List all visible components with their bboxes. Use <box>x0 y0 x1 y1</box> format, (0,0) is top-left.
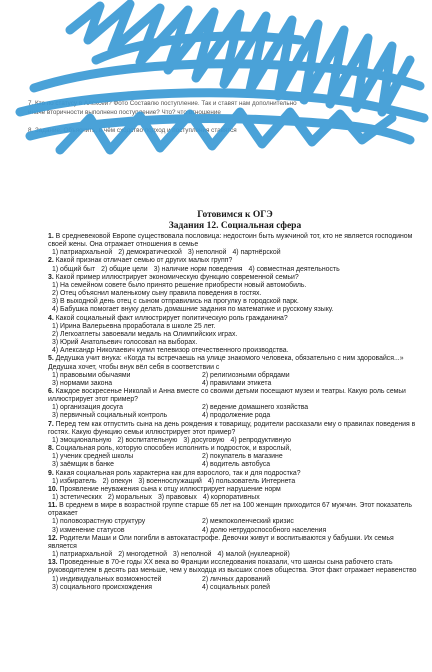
answer-option: 3) досуговую <box>183 436 225 444</box>
answer-option: 2) Отец объяснил маленькому сыну правила поведения в гостях. <box>52 290 262 298</box>
answer-option: 1) правовыми обычаями <box>52 371 131 379</box>
question-text: В среднем в мире в возрастной группе старше 65 лет на 100 женщин приходится 67 мужчин. Этот показатель отражает <box>48 502 412 518</box>
question-text: Какой пример иллюстрирует экономическую функцию современной семьи? <box>55 273 299 281</box>
question-8 <box>48 445 422 453</box>
answer-option: 3) первичный социальный контроль <box>52 412 168 420</box>
answer-option: 1) половозрастную структуру <box>52 518 146 526</box>
question-text: Какой социальный факт иллюстрирует политическую роль гражданина? <box>55 314 288 322</box>
question-text: Проявление неуважения сына к отцу иллюстрирует нарушение норм <box>59 485 281 493</box>
answer-option: 2) моральных <box>107 494 152 501</box>
answer-option: 3) социального происхождения <box>52 583 153 591</box>
question-list <box>48 233 422 592</box>
answer-options <box>48 453 422 469</box>
answer-options <box>48 494 422 502</box>
answer-option: 2) опекун <box>102 477 133 485</box>
answer-option: 3) неполной <box>187 249 227 257</box>
question-2 <box>48 257 422 265</box>
answer-option: 2) личных дарований <box>202 575 271 583</box>
worksheet <box>48 210 422 592</box>
answer-option: 2) покупатель в магазине <box>202 453 283 461</box>
worksheet-subtitle: Задания 12. Социальная сфера <box>168 221 302 231</box>
answer-option: 1) патриархальной <box>52 551 113 559</box>
answer-option: 1) индивидуальных возможностей <box>52 575 162 583</box>
answer-option: 3) нормами закона <box>52 379 113 387</box>
answer-option: 1) Ирина Валерьевна проработала в школе 25 лет. <box>52 322 216 330</box>
answer-options <box>48 576 422 592</box>
question-text: Дедушка учит внука: «Когда ты встречаешь на улице знакомого человека, обязательно с ним здоровайся...» Дедушка хочет, чтобы внук вёл себя в соответствии с <box>48 355 404 371</box>
answer-option: 1) ученик средней школы <box>52 453 134 461</box>
answer-option: 4) партнёрской <box>232 249 281 257</box>
question-text: Каждое воскресенье Николай и Анна вместе со своими детьми посещают музеи и театры. Какую роль семьи иллюстрирует этот пример? <box>48 387 406 404</box>
answer-option: 3) заёмщик в банке <box>52 461 114 469</box>
answer-option: 4) пользователь Интернета <box>207 477 296 485</box>
answer-option: 1) эмоциональную <box>52 436 112 444</box>
question-12 <box>48 535 422 551</box>
answer-options <box>48 282 422 315</box>
question-text: Какой признак отличает семью от других малых групп? <box>55 257 233 265</box>
answer-option: 3) неполной <box>172 551 212 559</box>
answer-options <box>48 518 422 534</box>
answer-option: 1) На семейном совете было принято решение приобрести новый автомобиль. <box>52 281 307 289</box>
answer-option: 3) правовых <box>157 494 197 501</box>
answer-option: 1) организация досуга <box>52 404 123 412</box>
answer-option: 1) эстетических <box>52 494 102 501</box>
answer-options <box>48 372 422 388</box>
answer-option: 4) корпоративных <box>202 494 260 501</box>
covered-text-2: иначе вторичности выполнено поступление? Что? что отношение <box>28 109 221 116</box>
answer-options <box>48 266 422 274</box>
answer-options <box>48 478 422 486</box>
answer-option: 4) социальных ролей <box>202 583 270 591</box>
answer-option: 4) водитель автобуса <box>202 461 271 469</box>
answer-option: 4) долю нетрудоспособного населения <box>202 526 327 534</box>
question-number: 11. <box>48 502 58 510</box>
answer-option: 2) религиозными обрядами <box>202 371 290 379</box>
answer-option: 1) общий быт <box>52 265 96 273</box>
answer-option: 3) наличие норм поведения <box>153 265 243 273</box>
question-text: Родители Маши и Оли погибли в автокатастрофе. Девочки живут и воспитываются у бабушки. Их семья является <box>48 534 394 550</box>
question-9 <box>48 470 422 478</box>
answer-option: 3) военнослужащий <box>138 477 202 485</box>
answer-option: 4) продолжение рода <box>202 412 271 420</box>
answer-options <box>48 404 422 420</box>
answer-option: 1) избиратель <box>52 477 97 485</box>
question-5 <box>48 355 422 371</box>
question-text: Перед тем как отпустить сына на день рождения к товарищу, родители рассказали ему о правилах поведения в гостях. Какую функцию семьи иллюстрирует этот пример? <box>48 420 416 436</box>
question-11 <box>48 502 422 518</box>
question-10 <box>48 486 422 494</box>
answer-option: 2) многодетной <box>118 551 167 559</box>
question-number: 8. <box>48 445 54 453</box>
answer-option: 3) В выходной день отец с сыном отправились на прогулку в городской парк. <box>52 298 299 306</box>
question-text: Какая социальная роль характерна как для взрослого, так и для подростка? <box>55 469 301 477</box>
worksheet-title: Готовимся к ОГЭ <box>197 210 273 220</box>
covered-text-3: 8. Задание. Объяснить, в чём сходство подход и поступления ставятся <box>28 127 237 134</box>
answer-options <box>48 323 422 356</box>
question-13 <box>48 559 422 575</box>
pen-scribble <box>0 0 432 160</box>
question-number: 4. <box>48 314 54 322</box>
question-number: 12. <box>48 534 58 542</box>
answer-option: 2) воспитательную <box>117 436 178 444</box>
answer-option: 4) правилами этикета <box>202 379 272 387</box>
answer-option: 4) репродуктивную <box>230 436 292 444</box>
question-number: 7. <box>48 420 54 428</box>
question-text: Социальная роль, которую способен исполнить и подросток, и взрослый, <box>55 445 292 453</box>
question-1 <box>48 233 422 249</box>
question-number: 3. <box>48 273 54 281</box>
answer-option: 2) Легкоатлеты завоевали медаль на Олимпийских играх. <box>52 330 238 338</box>
answer-option: 4) Александр Николаевич купил телевизор отечественного производства. <box>52 347 289 355</box>
question-3 <box>48 274 422 282</box>
answer-option: 2) общие цели <box>101 265 148 273</box>
question-6 <box>48 388 422 404</box>
covered-text-1: 7. Кто по статусу в Алексей? Фото Составлю поступление. Так и ставят нам дополнительно <box>28 100 297 107</box>
question-7 <box>48 421 422 437</box>
question-number: 9. <box>48 469 54 477</box>
question-text: В средневековой Европе существовала пословица: недостоин быть мужчиной тот, кто не является господином своей жены. Она отражает отношения в семье <box>48 233 413 249</box>
answer-option: 3) Юрий Анатольевич голосовал на выборах. <box>52 339 198 347</box>
answer-options <box>48 437 422 445</box>
question-text: Проведенные в 70-е годы XX века во Франции исследования показали, что шансы сына рабочего стать руководителем в десять раз меньше, чем у выходца из высших слоев общества. Этот факт отражает неравенство <box>48 559 417 575</box>
answer-option: 4) совместная деятельность <box>248 265 340 273</box>
question-number: 5. <box>48 355 54 363</box>
question-number: 2. <box>48 257 54 265</box>
answer-option: 2) ведение домашнего хозяйства <box>202 404 309 412</box>
answer-option: 2) демократической <box>118 249 182 257</box>
question-number: 1. <box>48 233 54 240</box>
question-number: 10. <box>48 485 58 493</box>
answer-option: 2) межпоколенческий кризис <box>202 518 294 526</box>
question-4 <box>48 315 422 323</box>
answer-option: 4) Бабушка помогает внуку делать домашние задания по математике и русскому языку. <box>52 306 334 314</box>
answer-option: 1) патриархальной <box>52 249 113 257</box>
question-number: 13. <box>48 559 58 567</box>
answer-option: 4) малой (нуклеарной) <box>217 551 290 559</box>
answer-option: 3) изменение статусов <box>52 526 125 534</box>
question-number: 6. <box>48 387 54 395</box>
